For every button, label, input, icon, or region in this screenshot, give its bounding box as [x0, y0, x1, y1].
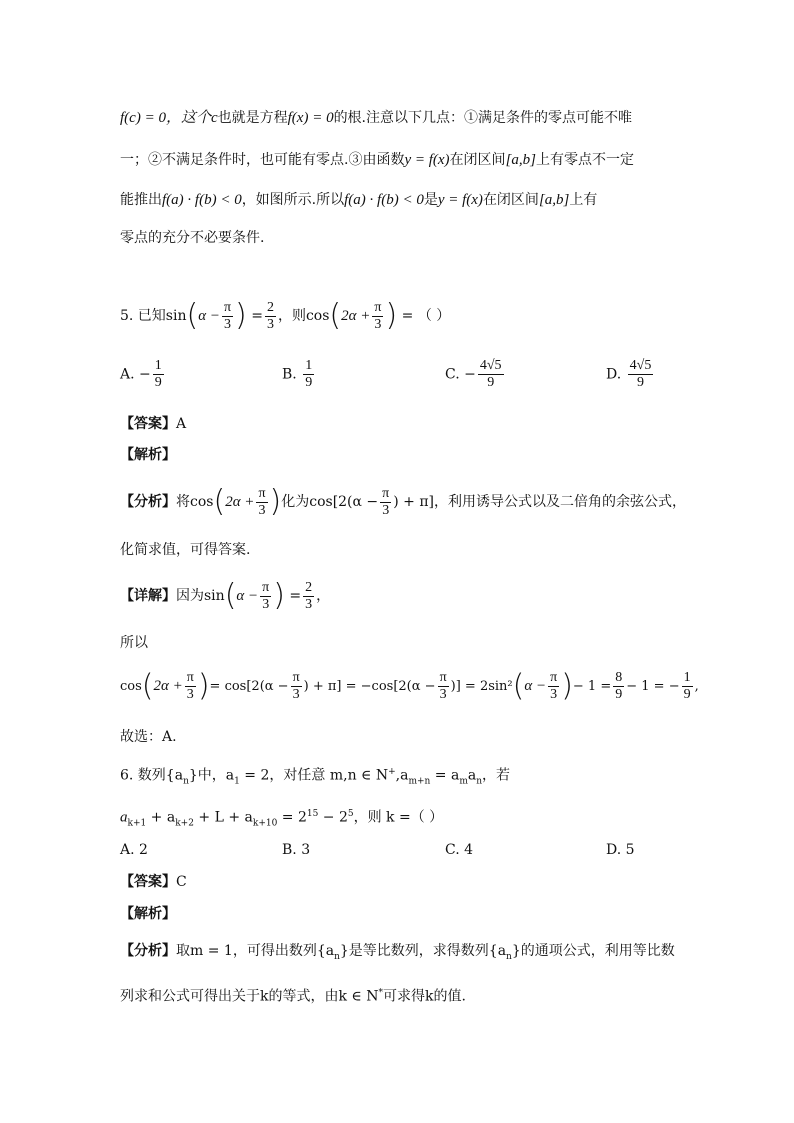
text-span: 在闭区间 [482, 192, 539, 208]
text-span: 在闭区间 [449, 152, 506, 168]
paren-left: ( [224, 578, 237, 613]
option-b: B. 3 [282, 842, 311, 858]
answer-tag: 【答案】 [120, 416, 176, 432]
answer-value: C [176, 874, 187, 890]
jiexi-tag: 【解析】 [120, 447, 176, 463]
text-line [120, 727, 177, 747]
math-inline: f(x) = 0 [287, 110, 334, 126]
math-inline: [a,b] [505, 152, 536, 168]
paren-right: ) [197, 668, 210, 704]
paren-right: ) [273, 578, 285, 613]
text-span: 因为sin [176, 588, 225, 604]
answer-line [120, 414, 186, 434]
fraction: $\frac{\pi}{3}$ [258, 485, 266, 518]
text-span: 故选：A. [120, 729, 177, 745]
math-inline: y = f(x) [437, 192, 483, 208]
math-inline: c [210, 110, 218, 126]
text-span: 能推出 [120, 192, 162, 208]
math-inline: y = f(x) [404, 152, 450, 168]
math-inline: [a,b] [538, 192, 570, 208]
question-6-stem-1: 6. 数列$\{a_n\}$中，$a_1 = 2$，对任意 m,n ∈ $N^+,a_{m+n} = a_ma_n$，若 [120, 767, 511, 787]
fraction: $\frac{\pi}{3}$ [262, 579, 270, 612]
text-span: 上有零点不一定 [536, 152, 634, 168]
fraction: $\frac{2}{3}$ [266, 299, 274, 332]
paren-right: ) [235, 298, 247, 333]
xiangjie-line: 【详解】因为sin(α − $\frac{\pi}{3}$ ) = $\frac{2}{3}$ ， [120, 578, 331, 613]
text-line [120, 228, 264, 248]
text-span: 上有 [569, 192, 598, 208]
fraction: $\frac{\pi}{3}$ [374, 299, 382, 332]
text-span: = [251, 308, 263, 324]
paren-left: ( [512, 668, 525, 704]
math-inline: 2α + [341, 308, 371, 324]
paren-left: ( [141, 668, 154, 704]
text-span: 5. 已知sin [120, 308, 187, 324]
text-span: 化为cos[2(α − [281, 494, 379, 510]
text-span: ) + π]，利用诱导公式以及二倍角的余弦公式， [393, 494, 686, 510]
math-inline: α − [198, 308, 220, 324]
calc-line: cos(2α + $\frac{\pi}{3}$ )= cos[2(α − $\frac{\pi}{3}$ ) + π] = −cos[2(α − $\frac{\pi}{3}$ )] = 2sin²(α − $\frac{\pi}{3}$ )− 1 = $\frac{8}{9}$ − 1 = − $\frac{1}{9}$ , [120, 668, 699, 704]
math-inline: 2α + [225, 494, 255, 510]
text-span: 所以 [120, 635, 148, 651]
text-span: ，如图所示.所以 [241, 192, 345, 208]
fraction: $\frac{\pi}{3}$ [382, 485, 390, 518]
paren-left: ( [213, 484, 226, 519]
paren-right: ) [385, 298, 398, 333]
text-span: = （ ） [401, 308, 451, 324]
math-inline: f(a) · f(b) < 0 [162, 192, 242, 208]
jiexi-line [120, 904, 176, 924]
fenxi-tag: 【分析】 [120, 943, 176, 959]
paren-right: ) [561, 668, 573, 704]
question-5-stem [120, 298, 450, 334]
answer-line [120, 872, 187, 892]
text-span: 是 [423, 192, 438, 208]
option-a: A. − $\frac{1}{9}$ [120, 358, 162, 390]
option-d: D. $\frac{4√5}{9}$ [606, 358, 652, 390]
option-b: B. $\frac{1}{9}$ [282, 358, 313, 390]
fraction: $\frac{2}{3}$ [305, 579, 313, 612]
answer-value: A [176, 416, 187, 432]
text-span: 将cos [176, 494, 214, 510]
text-line [120, 540, 250, 560]
xiangjie-tag: 【详解】 [120, 588, 176, 604]
text-span: 一；②不满足条件时，也可能有零点.③由函数 [120, 152, 405, 168]
fenxi-line [120, 484, 686, 520]
option-c: C. 4 [445, 842, 474, 858]
text-line [120, 633, 148, 653]
fraction: $\frac{\pi}{3}$ [223, 299, 232, 332]
paren-left: ( [186, 298, 199, 333]
text-line: 列求和公式可得出关于k的等式，由k ∈ N*可求得k的值. [120, 988, 466, 1005]
math-inline: α − [236, 588, 259, 604]
text-line [120, 108, 632, 128]
fenxi-line: 【分析】取m = 1，可得出数列$\{a_n\}$是等比数列，求得数列$\{a_n\}$的通项公式，利用等比数 [120, 943, 675, 962]
text-span: 的根.注意以下几点：①满足条件的零点可能不唯 [333, 110, 633, 126]
question-6-stem-2: $a_{k+1} + a_{k+2} + L + a_{k+10} = 2^{15} - 2^5$，则 k =（ ） [120, 809, 444, 829]
option-a: A. 2 [120, 842, 148, 858]
math-inline: f(a) · f(b) < 0 [344, 192, 424, 208]
text-span: 也就是方程 [217, 110, 288, 126]
text-line [120, 150, 634, 170]
text-span: 零点的充分不必要条件. [120, 230, 265, 246]
text-span: 化简求值，可得答案. [120, 542, 251, 558]
paren-right: ) [269, 484, 282, 519]
answer-tag: 【答案】 [120, 874, 176, 890]
text-line [120, 190, 597, 210]
fenxi-tag: 【分析】 [120, 494, 176, 510]
option-c: C. − $\frac{4√5}{9}$ [445, 358, 502, 390]
option-d: D. 5 [606, 842, 635, 858]
jiexi-tag: 【解析】 [120, 906, 176, 922]
text-span: ，则cos [277, 308, 330, 324]
paren-left: ( [329, 298, 342, 333]
math-inline: f(c) = 0，这个 [120, 110, 211, 126]
jiexi-line [120, 445, 176, 465]
